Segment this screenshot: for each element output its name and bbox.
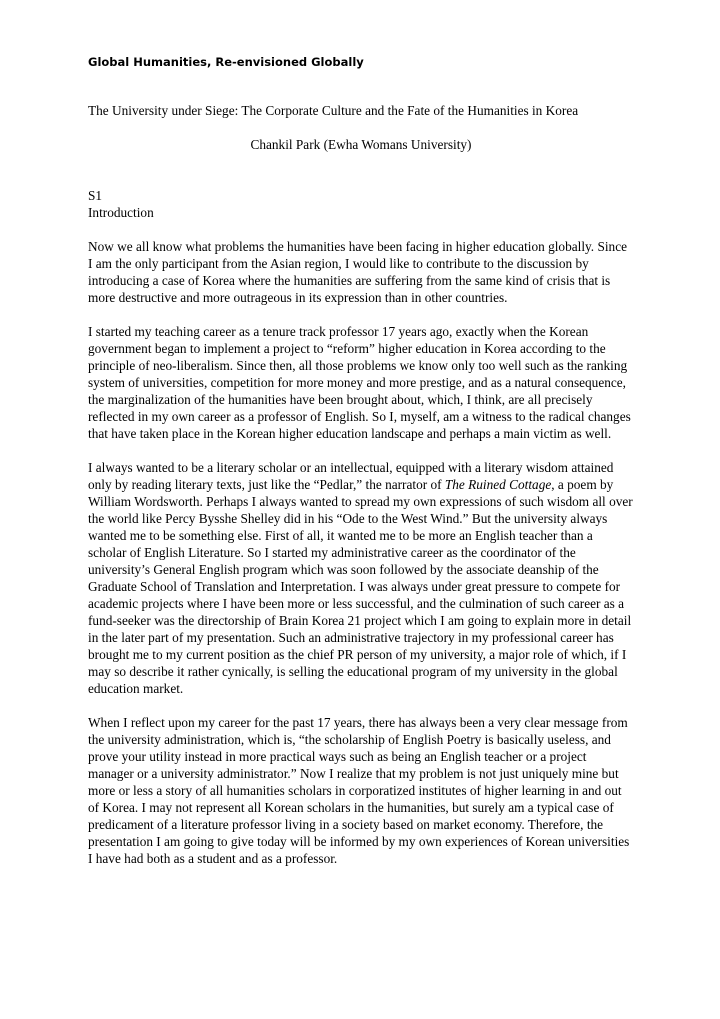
document-author: Chankil Park (Ewha Womans University) bbox=[250, 137, 472, 152]
paragraph-3-part-b: , a poem by William Wordsworth. Perhaps I always wanted to spread my own expressions of such wisdom all over the world like Percy Bysshe Shelley did in his “Ode to the West Wind.” But the university always wanted me to be something else. First of all, it wanted me to be more an English teacher than a scholar of English Literature. So I started my administrative career as the coordinator of the university’s General English program which was soon followed by the associate deanship of the Graduate School of Translation and Interpretation. I was always under great pressure to compete for academic projects where I have been more or less successful, and the culmination of such career as a fund-seeker was the directorship of Brain Korea 21 project which I am going to explain more in detail in the later part of my presentation. Such an administrative trajectory in my professional career has brought me to my current position as the chief PR person of my university, a major role of which, if I may so describe it rather cynically, is selling the educational program of my university in the global education market. bbox=[88, 477, 633, 696]
document-body bbox=[88, 102, 634, 867]
document-title: The University under Siege: The Corporate Culture and the Fate of the Humanities in Korea bbox=[88, 103, 579, 118]
running-header: Global Humanities, Re-envisioned Globally bbox=[88, 55, 364, 69]
paragraph-3 bbox=[88, 459, 634, 697]
section-heading: Introduction bbox=[88, 205, 154, 220]
paragraph-1: Now we all know what problems the humanities have been facing in higher education globally. Since I am the only participant from the Asian region, I would like to contribute to the discussion by introducing a case of Korea where the humanities are suffering from the same kind of crisis that is more destructive and more outrageous in its expression than in other countries. bbox=[88, 239, 627, 305]
section-number: S1 bbox=[88, 188, 103, 203]
paragraph-4: When I reflect upon my career for the past 17 years, there has always been a very clear message from the university administration, which is, “the scholarship of English Poetry is basically useless, and prove your utility instead in more practical ways such as being an English teacher or a project manager or a university administrator.” Now I realize that my problem is not just uniquely mine but more or less a story of all humanities scholars in corporatized institutes of higher learning in and out of Korea. I may not represent all Korean scholars in the humanities, but surely am a typical case of predicament of a literature professor living in a society based on market economy. Therefore, the presentation I am going to give today will be informed by my own experiences of Korean universities I have had both as a student and as a professor. bbox=[88, 715, 630, 866]
work-title-italic: The Ruined Cottage bbox=[444, 477, 552, 492]
paragraph-3-part-a: I always wanted to be a literary scholar or an intellectual, equipped with a literary wisdom attained only by reading literary texts, just like the “Pedlar,” the narrator of bbox=[88, 460, 614, 492]
paragraph-2: I started my teaching career as a tenure track professor 17 years ago, exactly when the Korean government began to implement a project to “reform” higher education in Korea according to the principle of neo-liberalism. Since then, all those problems we know only too well such as the ranking system of universities, competition for more money and more prestige, and as a natural consequence, the marginalization of the humanities have been brought about, which, I think, are all precisely reflected in my own career as a professor of English. So I, myself, am a witness to the radical changes that have taken place in the Korean higher education landscape and perhaps a main victim as well. bbox=[88, 324, 631, 441]
